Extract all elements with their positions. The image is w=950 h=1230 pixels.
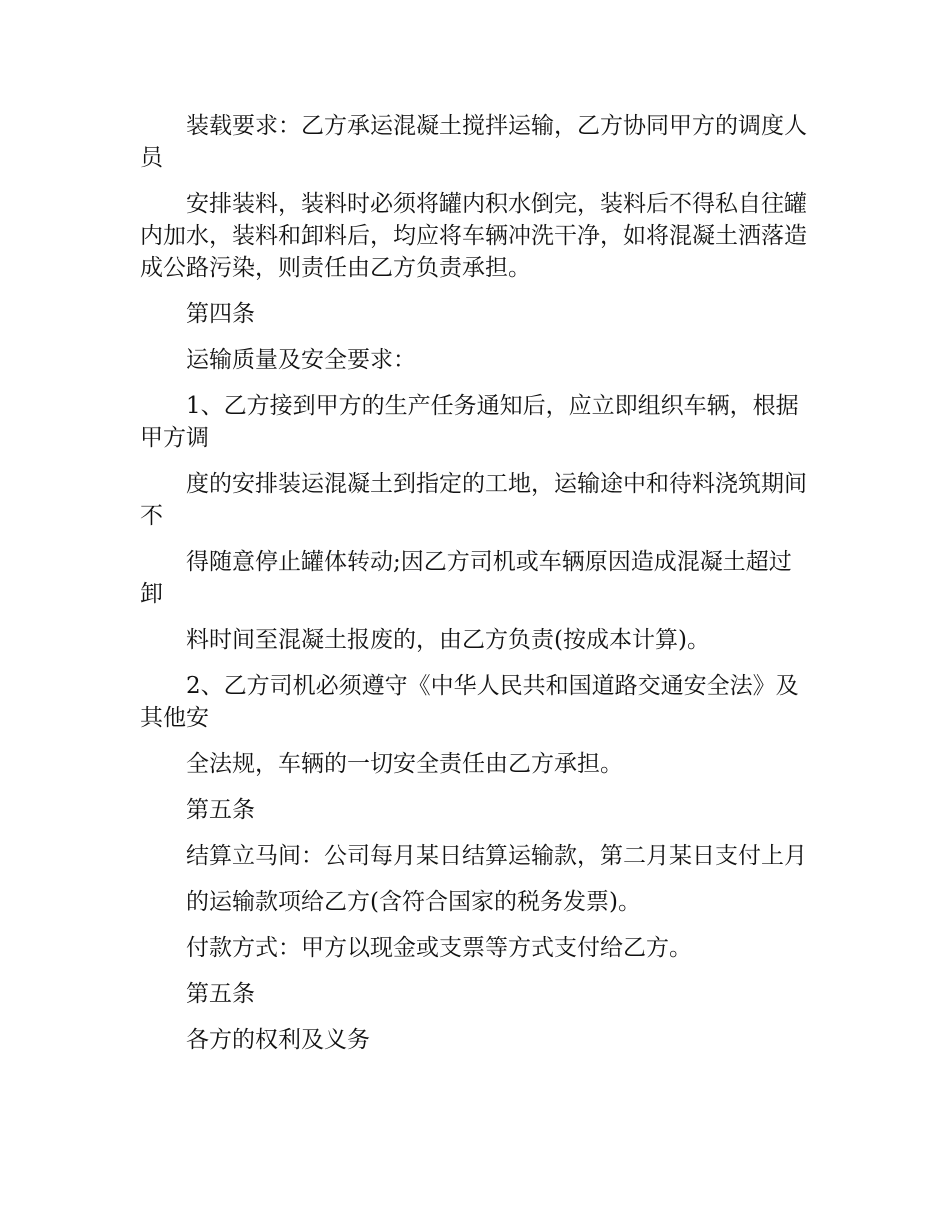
paragraph-item-one-b: 度的安排装运混凝土到指定的工地，运输途中和待料浇筑期间不 (140, 471, 807, 529)
paragraph-settlement-a: 结算立马间：公司每月某日结算运输款，第二月某日支付上月 (186, 843, 807, 869)
paragraph-loading-arrangement: 安排装料，装料时必须将罐内积水倒完，装料后不得私自往罐内加水，装料和卸料后，均应将车辆冲洗干净，如将混凝土洒落造成公路污染，则责任由乙方负责承担。 (140, 191, 807, 281)
heading-rights-obligations: 各方的权利及义务 (186, 1027, 370, 1053)
paragraph-item-one-d: 料时间至混凝土报废的，由乙方负责(按成本计算)。 (186, 627, 710, 653)
paragraph-item-one-a: 1、乙方接到甲方的生产任务通知后，应立即组织车辆，根据甲方调 (140, 393, 799, 451)
heading-article-four: 第四条 (186, 301, 255, 327)
paragraph-loading-requirements: 装载要求：乙方承运混凝土搅拌运输，乙方协同甲方的调度人员 (140, 113, 807, 171)
paragraph-item-two-a: 2、乙方司机必须遵守《中华人民共和国道路交通安全法》及其他安 (140, 673, 799, 731)
paragraph-settlement-b: 的运输款项给乙方(含符合国家的税务发票)。 (186, 889, 641, 915)
document-body (140, 110, 812, 1070)
heading-article-five-repeat: 第五条 (186, 981, 255, 1007)
paragraph-item-one-c: 得随意停止罐体转动;因乙方司机或车辆原因造成混凝土超过卸 (140, 549, 792, 607)
heading-article-five: 第五条 (186, 797, 255, 823)
paragraph-payment-method: 付款方式：甲方以现金或支票等方式支付给乙方。 (186, 935, 692, 961)
paragraph-item-two-b: 全法规，车辆的一切安全责任由乙方承担。 (186, 751, 623, 777)
heading-transport-quality: 运输质量及安全要求： (186, 347, 416, 373)
